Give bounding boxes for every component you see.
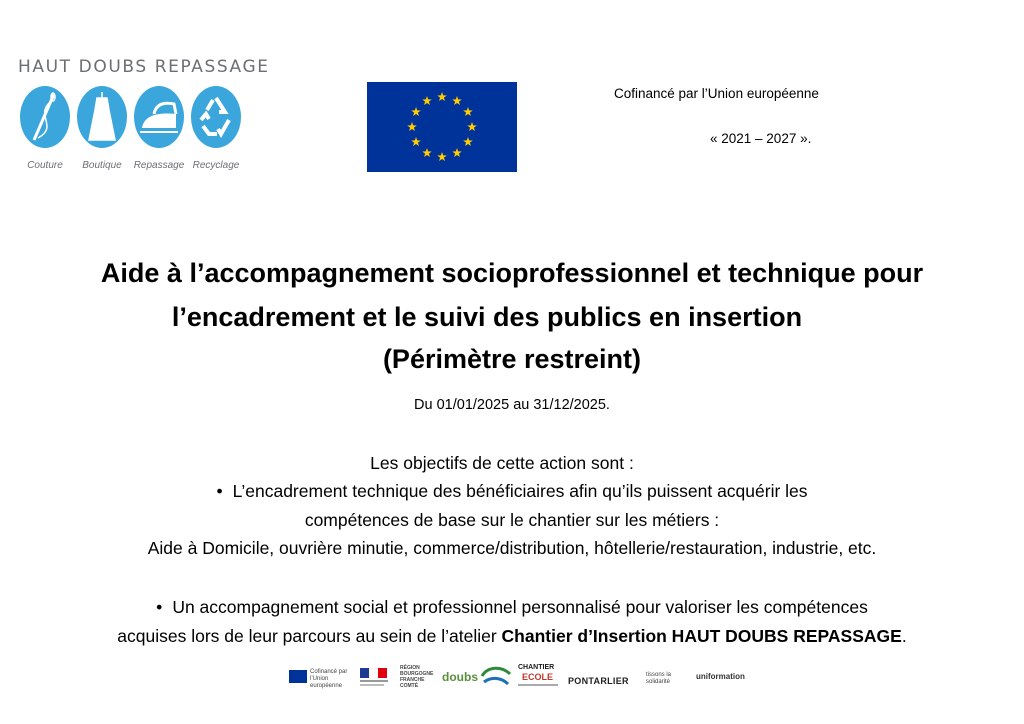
eu-mini-flag-icon	[289, 670, 307, 683]
logo-caption-recyclage: Recyclage	[192, 160, 240, 171]
footer-region-logo	[398, 662, 438, 692]
footer-uniformation-logo	[696, 662, 744, 692]
objectives-intro: Les objectifs de cette action sont :	[370, 453, 634, 473]
iron-icon	[134, 86, 184, 148]
footer-republique-logo	[356, 662, 394, 692]
objective-2-text: Un accompagnement social et professionnel personnalisé pour valoriser les compétences	[172, 597, 868, 617]
period-text: « 2021 – 2027 ».	[710, 131, 812, 146]
objective-1-line-2: compétences de base sur le chantier sur les métiers :	[304, 510, 720, 530]
eu-star-icon	[437, 92, 447, 101]
eu-star-icon	[463, 107, 473, 116]
footer-doubs-logo	[440, 662, 478, 692]
logo-caption-repassage: Repassage	[133, 160, 185, 171]
footer-doubs-text: doubs	[442, 670, 478, 684]
footer-chantier-ecole-logo	[516, 662, 564, 692]
dress-icon	[77, 86, 127, 148]
eu-star-icon	[411, 107, 421, 116]
footer-uniformation-text: uniformation	[696, 672, 745, 681]
eu-star-icon	[452, 96, 462, 105]
footer-eu-text: Cofinancé par l’Union européenne	[310, 669, 348, 689]
eu-star-icon	[437, 152, 447, 161]
logo-title: HAUT DOUBS REPASSAGE	[18, 57, 270, 77]
objective-2-line-1	[0, 597, 1024, 618]
footer-pontarlier-agglo-logo	[478, 662, 514, 692]
objective-1-line-3: Aide à Domicile, ouvrière minutie, commerce/distribution, hôtellerie/restauration, industrie, etc.	[147, 538, 877, 558]
objective-1-text: L’encadrement technique des bénéficiaires afin qu’ils puissent acquérir les	[232, 481, 808, 501]
footer-ecole-text: ECOLE	[522, 672, 554, 682]
eu-star-icon	[411, 137, 421, 146]
bullet-icon: •	[156, 597, 163, 617]
footer-chantier-text: CHANTIER	[518, 664, 555, 671]
footer-eu-logo	[289, 662, 349, 692]
cofinance-text: Cofinancé par l’Union européenne	[614, 86, 819, 101]
eu-star-icon	[452, 148, 462, 157]
objective-1-line-1	[0, 481, 1024, 502]
objective-2-suffix: .	[901, 626, 907, 646]
title-line-1: Aide à l’accompagnement socioprofessionnel et technique pour	[100, 258, 924, 288]
logo-caption-boutique: Boutique	[82, 160, 122, 171]
footer-tissons-text: tissons la solidarité	[646, 672, 672, 685]
dates-text: Du 01/01/2025 au 31/12/2025.	[414, 397, 610, 413]
eu-star-icon	[463, 137, 473, 146]
atelier-name: Chantier d’Insertion HAUT DOUBS REPASSAGE	[501, 626, 902, 646]
title-line-2: l’encadrement et le suivi des publics en insertion	[171, 302, 803, 332]
title-line-3: (Périmètre restreint)	[382, 344, 642, 374]
bullet-icon: •	[216, 481, 223, 501]
objective-2-prefix: acquises lors de leur parcours au sein de l’atelier	[117, 626, 502, 646]
eu-star-icon	[407, 122, 417, 131]
eu-star-icon	[467, 122, 477, 131]
needle-thread-icon	[20, 86, 70, 148]
eu-star-icon	[422, 148, 432, 157]
objective-2-line-2	[0, 626, 1024, 647]
logo-caption-couture: Couture	[27, 160, 63, 171]
footer-tissons-logo	[638, 662, 694, 692]
footer-pontarlier-text: PONTARLIER	[568, 676, 629, 686]
footer-pontarlier-logo	[566, 662, 632, 692]
eu-star-icon	[422, 96, 432, 105]
recycle-icon	[191, 86, 241, 148]
footer-region-text: RÉGION BOURGOGNE FRANCHE COMTÉ	[400, 665, 434, 689]
eu-flag	[367, 82, 517, 172]
